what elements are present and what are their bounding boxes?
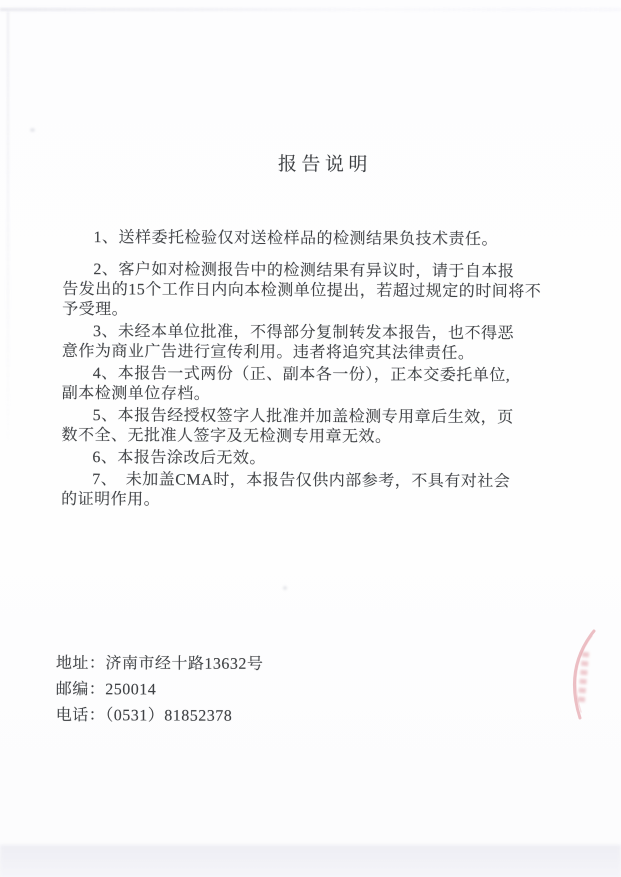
report-note-3: 3、未经本单位批准，不得部分复制转发本报告，也不得恶 意作为商业广告进行宣传利用。违者将追究其法律责任。 [61,323,515,363]
paper-edge-top [0,8,621,11]
scan-speck [30,128,35,132]
report-note-6: 6、本报告涂改后无效。 [92,449,266,468]
paper-edge-left [7,12,9,442]
contact-info-block [56,651,264,730]
report-note-4: 4、本报告一式两份（正、副本各一份），正本交委托单位, 副本检测单位存档。 [61,365,511,403]
page-title: 报告说明 [277,154,372,176]
paper-edge-bottom [0,845,621,877]
report-note-7: 7、 未加盖CMA时，本报告仅供内部参考，不具有对社会 的证明作用。 [61,471,511,509]
report-note-2: 2、客户如对检测报告中的检测结果有异议时，请于自本报 告发出的15个工作日内向本检测单位提出，若超过规定的时间将不 予受理。 [62,261,542,319]
report-notes-section [61,151,573,515]
scan-speck [283,586,287,590]
contact-phone: 电话：（0531）81852378 [55,706,233,725]
report-note-1: 1、送样委托检验仅对送检样品的检测结果负技术责任。 [93,229,499,249]
report-note-5: 5、本报告经授权签字人批准并加盖检测专用章后生效，页 数不全、无批准人签字及无检测专用章无效。 [61,407,514,446]
contact-postcode: 邮编：250014 [55,680,157,699]
red-seal-partial [556,626,618,724]
contact-address: 地址：济南市经十路13632号 [55,654,264,673]
